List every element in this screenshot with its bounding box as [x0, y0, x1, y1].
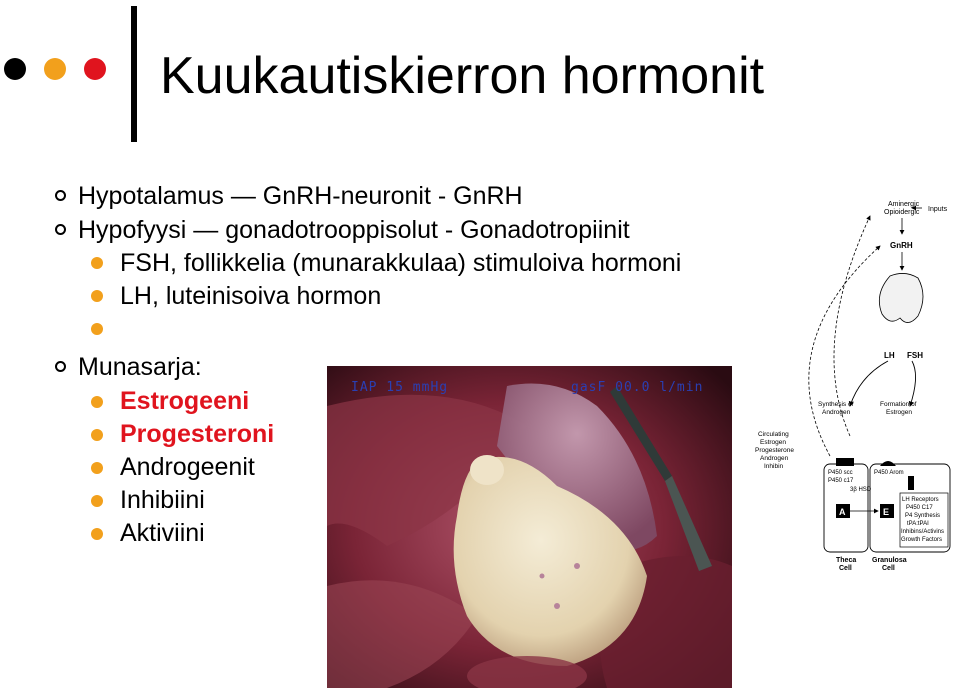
diagram-synthesis-of: Synthesis of	[818, 401, 854, 408]
bullet-fsh: FSH, follikkelia (munarakkulaa) stimuloiva hormoni	[120, 249, 682, 277]
diagram-androgen: Androgen	[822, 409, 851, 416]
orange-bullet-icon	[91, 290, 103, 302]
orange-bullet-icon	[91, 429, 103, 441]
diagram-growth-factors: Growth Factors	[901, 537, 943, 543]
bullet-inhibiini: Inhibiini	[120, 486, 205, 514]
red-dot-icon	[84, 58, 106, 80]
bullet-progesteroni: Progesteroni	[120, 420, 275, 448]
diagram-p450arom: P450 Arom	[874, 470, 904, 476]
bullet-munasarja: Munasarja:	[78, 353, 202, 381]
gas-flow-readout: gasF 00.0 l/min	[571, 380, 704, 395]
black-dot-icon	[4, 58, 26, 80]
diagram-circulating: Circulating	[758, 431, 789, 438]
pressure-readout: IAP 15 mmHg	[351, 380, 449, 395]
ring-bullet-icon	[55, 361, 66, 372]
orange-bullet-icon	[91, 495, 103, 507]
orange-bullet-icon	[91, 462, 103, 474]
diagram-p4-synthesis: P4 Synthesis	[905, 513, 941, 519]
bullet-aktiviini: Aktiviini	[120, 519, 205, 547]
bullet-estrogeeni: Estrogeeni	[120, 387, 250, 415]
orange-bullet-icon	[91, 257, 103, 269]
bullet-hypotalamus: Hypotalamus — GnRH-neuronit - GnRH	[78, 182, 523, 210]
diagram-granulosa: Granulosa	[872, 557, 907, 564]
diagram-aminergic: Aminergic	[888, 201, 920, 208]
orange-dot-icon	[44, 58, 66, 80]
diagram-progesterone: Progesterone	[755, 447, 795, 454]
orange-bullet-icon	[91, 323, 103, 335]
diagram-circ-androgen: Androgen	[760, 455, 789, 462]
diagram-a-label: A	[839, 507, 846, 517]
diagram-theca-cell: Cell	[839, 565, 852, 572]
diagram-hsd: 3β HSD	[850, 487, 872, 493]
ovary-image	[327, 366, 732, 688]
diagram-p450c17: P450 c17	[828, 478, 854, 484]
diagram-estrogen: Estrogen	[886, 409, 913, 416]
ring-bullet-icon	[55, 224, 66, 235]
bullet-androgeenit: Androgeenit	[120, 453, 255, 481]
orange-bullet-icon	[91, 396, 103, 408]
bullet-hypofyysi: Hypofyysi — gonadotrooppisolut - Gonadotropiinit	[78, 216, 630, 244]
hormone-regulation-diagram	[750, 196, 955, 591]
diagram-circ-estrogen: Estrogen	[760, 439, 787, 446]
page-title: Kuukautiskierron hormonit	[160, 47, 765, 105]
diagram-p450c17b: P450 C17	[906, 505, 933, 511]
diagram-tpa: tPA:tPAI	[907, 521, 929, 527]
orange-bullet-icon	[91, 528, 103, 540]
diagram-fsh: FSH	[907, 351, 923, 360]
diagram-gnrh: GnRH	[890, 241, 913, 250]
diagram-opioidergic: Opioidergic	[884, 209, 920, 216]
diagram-lh-receptors: LH Receptors	[902, 497, 939, 503]
diagram-e-label: E	[883, 507, 890, 517]
laparoscopy-photo	[327, 366, 732, 688]
diagram-p450scc: P450 scc	[828, 470, 853, 476]
diagram-formation-of: Formation of	[880, 401, 917, 408]
pituitary-shape	[879, 273, 923, 322]
diagram-granulosa-cell: Cell	[882, 565, 895, 572]
diagram-lh: LH	[884, 351, 895, 360]
diagram-inhibin: Inhibin	[764, 463, 784, 470]
diagram-inputs: Inputs	[928, 206, 948, 213]
ring-bullet-icon	[55, 190, 66, 201]
title-divider	[131, 6, 137, 142]
bullet-lh: LH, luteinisoiva hormon	[120, 282, 382, 310]
diagram-theca: Theca	[836, 557, 857, 564]
diagram-inhibins-activins: Inhibins/Activins	[901, 529, 945, 535]
